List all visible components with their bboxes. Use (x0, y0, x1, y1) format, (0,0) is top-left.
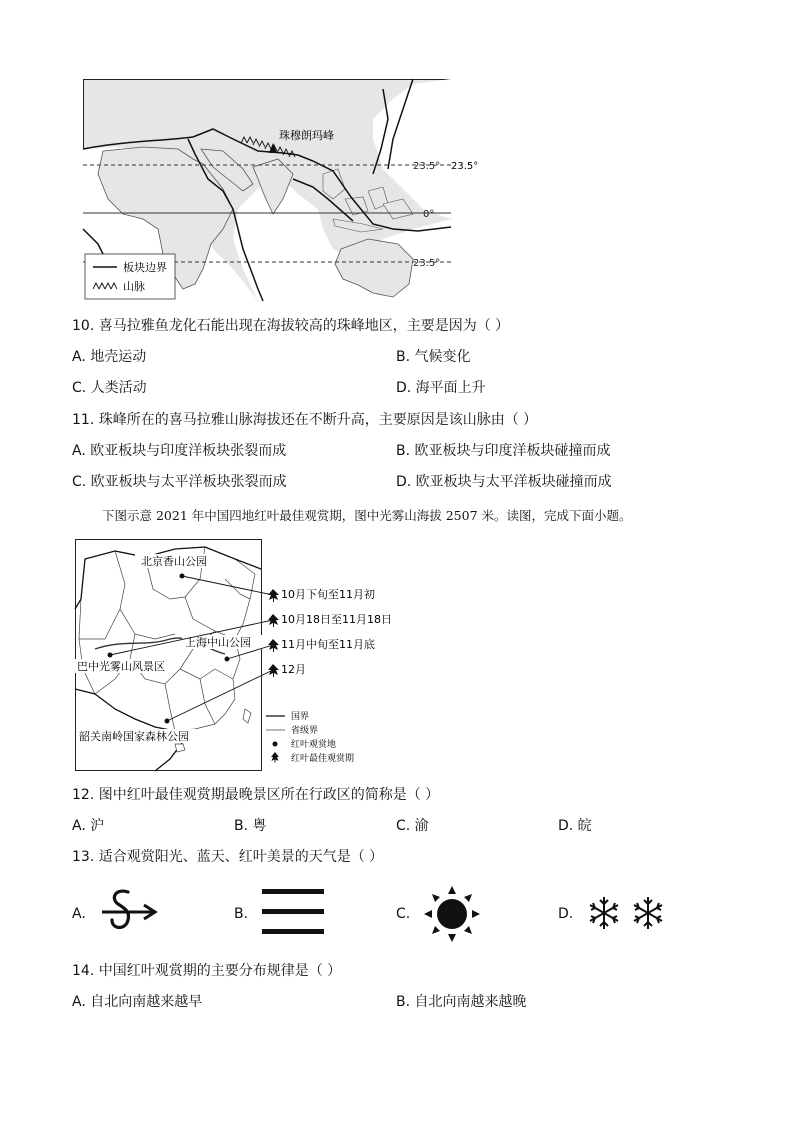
plate-boundary-map (83, 79, 479, 301)
q12-option-d[interactable]: D. 皖 (558, 818, 592, 834)
sunny-weather-icon[interactable] (420, 882, 484, 946)
lat-south-label: 23.5° (413, 258, 441, 269)
q11-option-a[interactable]: A. 欧亚板块与印度洋板块张裂而成 (72, 443, 287, 459)
period-4: 12月 (281, 663, 306, 676)
place-shanghai: 上海中山公园 (185, 636, 251, 649)
q11-stem: 11. 珠峰所在的喜马拉雅山脉海拔还在不断升高，主要原因是该山脉由（ ） (72, 412, 538, 428)
q13-option-d[interactable]: D. (558, 906, 574, 922)
q12-option-a[interactable]: A. 沪 (72, 818, 105, 834)
place-shaoguan: 韶关南岭国家森林公园 (79, 730, 189, 743)
q10-option-b[interactable]: B. 气候变化 (396, 349, 471, 365)
legend-provincial: 省级界 (291, 726, 319, 736)
map2-legend (266, 711, 354, 764)
period-1: 10月下旬至11月初 (281, 588, 375, 601)
q11-option-d[interactable]: D. 欧亚板块与太平洋板块碰撞而成 (396, 474, 612, 490)
q13-option-b[interactable]: B. (234, 906, 249, 922)
snow-weather-icon[interactable] (584, 893, 670, 933)
q10-stem: 10. 喜马拉雅鱼龙化石能出现在海拔较高的珠峰地区，主要是因为（ ） (72, 318, 510, 334)
q10-option-c[interactable]: C. 人类活动 (72, 380, 147, 396)
place-beijing: 北京香山公园 (141, 555, 207, 568)
q11-option-b[interactable]: B. 欧亚板块与印度洋板块碰撞而成 (396, 443, 611, 459)
map1-legend (85, 254, 175, 299)
legend-site-symbol (273, 742, 278, 747)
q12-option-b[interactable]: B. 粤 (234, 818, 267, 834)
legend-leaf-icon (271, 752, 279, 763)
legend-national: 国界 (291, 712, 310, 722)
peak-label: 珠穆朗玛峰 (279, 129, 334, 142)
lat-north-label-inside: 23.5° (413, 161, 441, 172)
leaf-icon-1 (268, 589, 279, 602)
q13-option-a[interactable]: A. (72, 906, 86, 922)
q12-stem: 12. 图中红叶最佳观赏期最晚景区所在行政区的简称是（ ） (72, 787, 440, 803)
intro-text: 下图示意 2021 年中国四地红叶最佳观赏期，图中光雾山海拔 2507 米。读图，完成下面小题。 (102, 508, 632, 523)
q13-option-c[interactable]: C. (396, 906, 411, 922)
sandstorm-weather-icon[interactable] (98, 882, 158, 942)
q14-stem: 14. 中国红叶观赏期的主要分布规律是（ ） (72, 963, 342, 979)
leaf-icon-3 (268, 639, 279, 652)
q10-option-d[interactable]: D. 海平面上升 (396, 380, 486, 396)
red-leaf-map (75, 539, 395, 771)
period-2: 10月18日至11月18日 (281, 613, 392, 626)
fog-weather-icon[interactable] (258, 886, 328, 938)
q14-option-b[interactable]: B. 自北向南越来越晚 (396, 994, 527, 1010)
legend-period: 红叶最佳观赏期 (291, 754, 355, 764)
q14-option-a[interactable]: A. 自北向南越来越早 (72, 994, 203, 1010)
place-bazhong: 巴中光雾山风景区 (77, 660, 165, 673)
lat-north-label: 23.5° (451, 161, 479, 172)
q13-stem: 13. 适合观赏阳光、蓝天、红叶美景的天气是（ ） (72, 849, 384, 865)
legend-boundary-label: 板块边界 (123, 261, 167, 274)
leaf-icon-4 (268, 664, 279, 677)
period-3: 11月中旬至11月底 (281, 638, 375, 651)
legend-site: 红叶观赏地 (291, 740, 337, 750)
q12-option-c[interactable]: C. 渝 (396, 818, 429, 834)
legend-mountain-label: 山脉 (123, 280, 145, 293)
leaf-icons (268, 589, 279, 677)
q11-option-c[interactable]: C. 欧亚板块与太平洋板块张裂而成 (72, 474, 287, 490)
q10-option-a[interactable]: A. 地壳运动 (72, 349, 147, 365)
equator-label: 0° (423, 209, 435, 220)
